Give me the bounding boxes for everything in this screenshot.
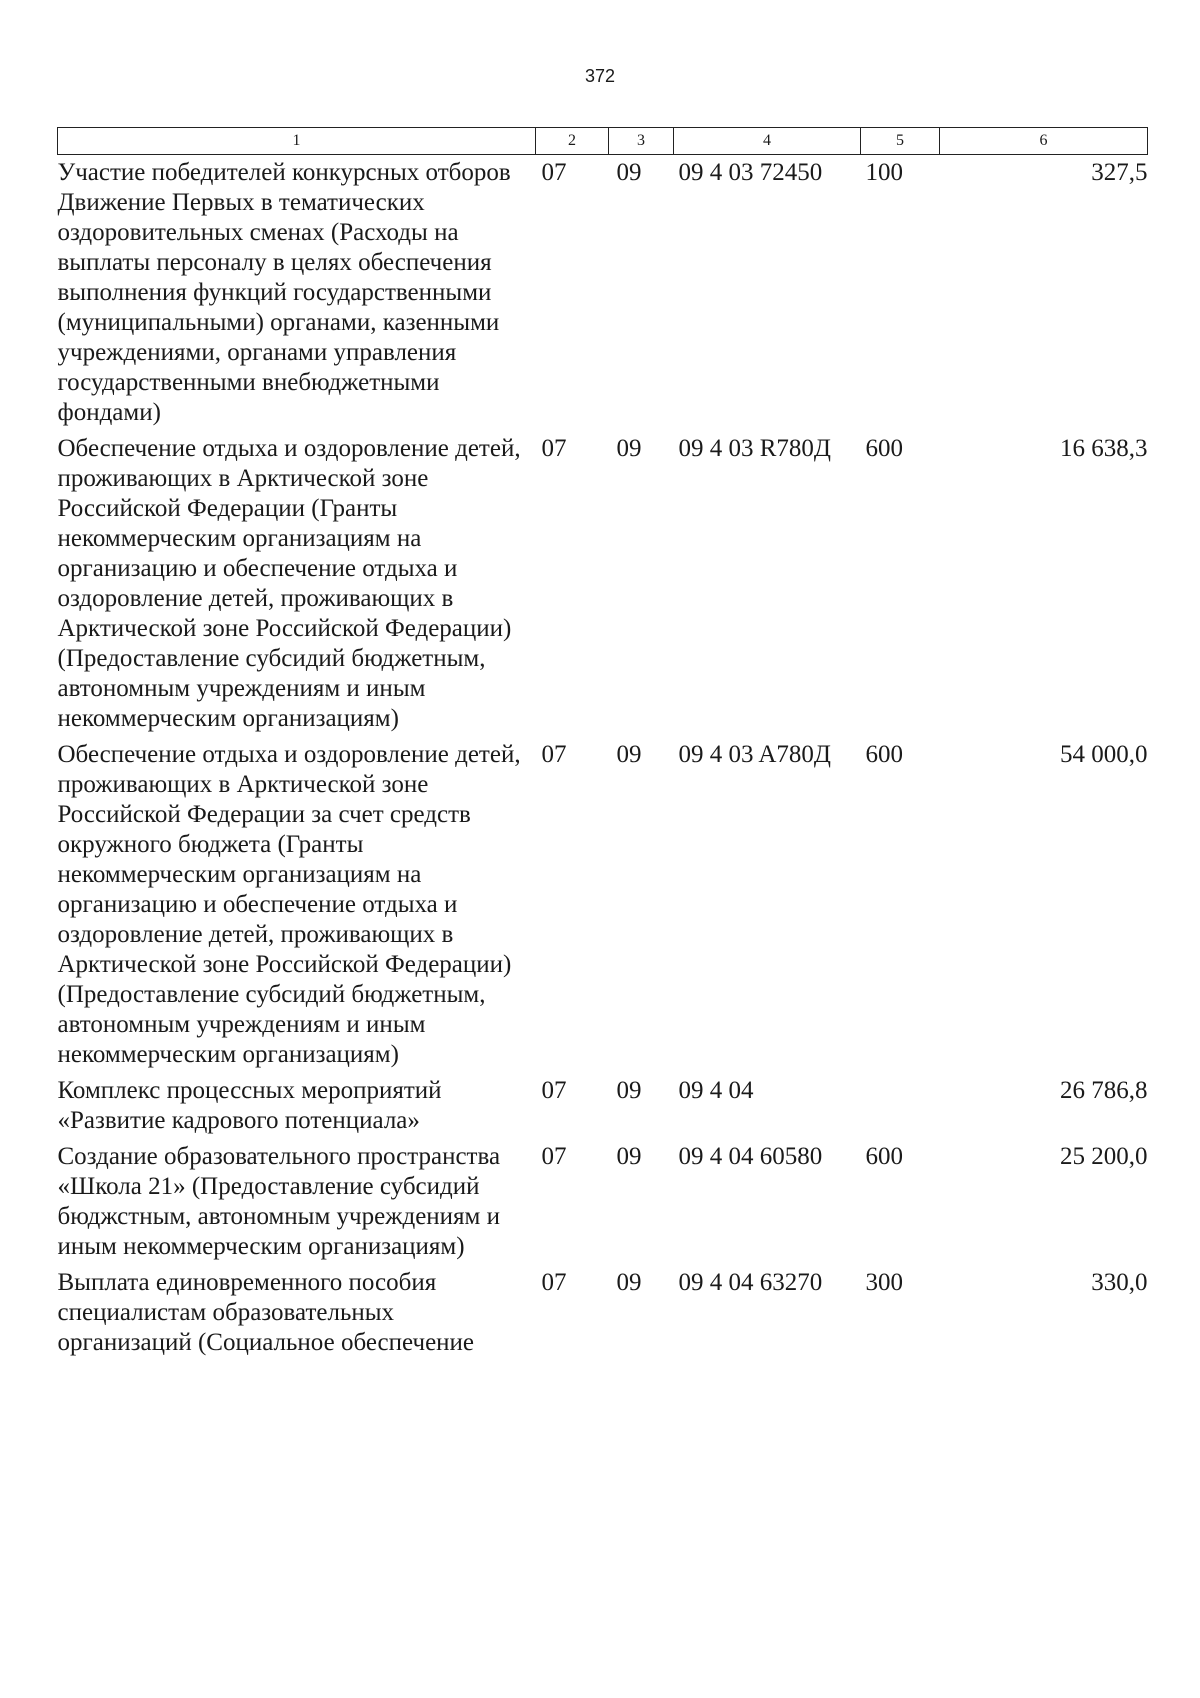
row-section-code: 07	[541, 1269, 567, 1296]
row-subsection-code: 09	[616, 1077, 642, 1104]
row-subsection-code: 09	[616, 159, 642, 186]
row-expense-type: 300	[865, 1269, 903, 1296]
row-expense-type	[861, 1070, 940, 1136]
row-amount: 327,5	[1091, 159, 1148, 186]
row-target-article: 09 4 03 72450	[678, 159, 823, 186]
column-header-1: 1	[58, 128, 536, 155]
budget-table	[57, 127, 1148, 1358]
header-row	[58, 128, 1148, 155]
row-amount: 25 200,0	[1060, 1143, 1148, 1170]
table-row	[58, 1262, 1148, 1358]
row-name: Создание образовательного пространства «Школа 21» (Предоставление субсидий бюджстным, автономным учреждениям и иным некоммерческим организациям)	[57, 1143, 501, 1260]
row-section-code: 07	[541, 435, 567, 462]
table-row	[58, 428, 1148, 734]
table-row	[58, 1136, 1148, 1262]
row-section-code: 07	[541, 741, 567, 768]
row-subsection-code: 09	[616, 1143, 642, 1170]
row-name: Комплекс процессных мероприятий «Развитие кадрового потенциала»	[57, 1077, 442, 1134]
row-section-code: 07	[541, 1143, 567, 1170]
table-row	[58, 1070, 1148, 1136]
column-header-5: 5	[861, 128, 940, 155]
row-name: Обеспечение отдыха и оздоровление детей, проживающих в Арктической зоне Российской Федерации (Гранты некоммерческим организациям на организацию и обеспечение отдыха и оздоровление детей, проживающих в Арктической зоне Российской Федерации) (Предоставление субсидий бюджетным, автономным учреждениям и иным некоммерческим организациям)	[57, 435, 521, 732]
row-expense-type: 600	[865, 1143, 903, 1170]
table-row	[58, 155, 1148, 429]
row-section-code: 07	[541, 159, 567, 186]
row-amount: 26 786,8	[1060, 1077, 1148, 1104]
page-number: 372	[584, 66, 616, 86]
column-header-3: 3	[609, 128, 674, 155]
table-row	[58, 734, 1148, 1070]
row-subsection-code: 09	[616, 741, 642, 768]
row-section-code: 07	[541, 1077, 567, 1104]
row-name: Участие победителей конкурсных отборов Движение Первых в тематических оздоровительных сменах (Расходы на выплаты персоналу в целях обеспечения выполнения функций государственными (муниципальными) органами, казенными учреждениями, органами управления государственными внебюджетными фондами)	[57, 159, 511, 426]
column-header-4: 4	[674, 128, 861, 155]
row-expense-type: 100	[865, 159, 903, 186]
row-name: Выплата единовременного пособия специалистам образовательных организаций (Социальное обеспечение	[57, 1269, 475, 1356]
row-name: Обеспечение отдыха и оздоровление детей, проживающих в Арктической зоне Российской Федерации за счет средств окружного бюджета (Гранты некоммерческим организациям на организацию и обеспечение отдыха и оздоровление детей, проживающих в Арктической зоне Российской Федерации) (Предоставление субсидий бюджетным, автономным учреждениям и иным некоммерческим организациям)	[57, 741, 521, 1068]
row-target-article: 09 4 04 63270	[678, 1269, 823, 1296]
column-header-6: 6	[940, 128, 1148, 155]
row-subsection-code: 09	[616, 435, 642, 462]
column-header-2: 2	[536, 128, 609, 155]
row-target-article: 09 4 04 60580	[678, 1143, 823, 1170]
row-amount: 54 000,0	[1060, 741, 1148, 768]
row-expense-type: 600	[865, 741, 903, 768]
row-subsection-code: 09	[616, 1269, 642, 1296]
row-target-article: 09 4 04	[678, 1077, 754, 1104]
row-target-article: 09 4 03 R780Д	[678, 435, 831, 462]
row-amount: 16 638,3	[1060, 435, 1148, 462]
row-expense-type: 600	[865, 435, 903, 462]
row-target-article: 09 4 03 A780Д	[678, 741, 831, 768]
row-amount: 330,0	[1091, 1269, 1148, 1296]
